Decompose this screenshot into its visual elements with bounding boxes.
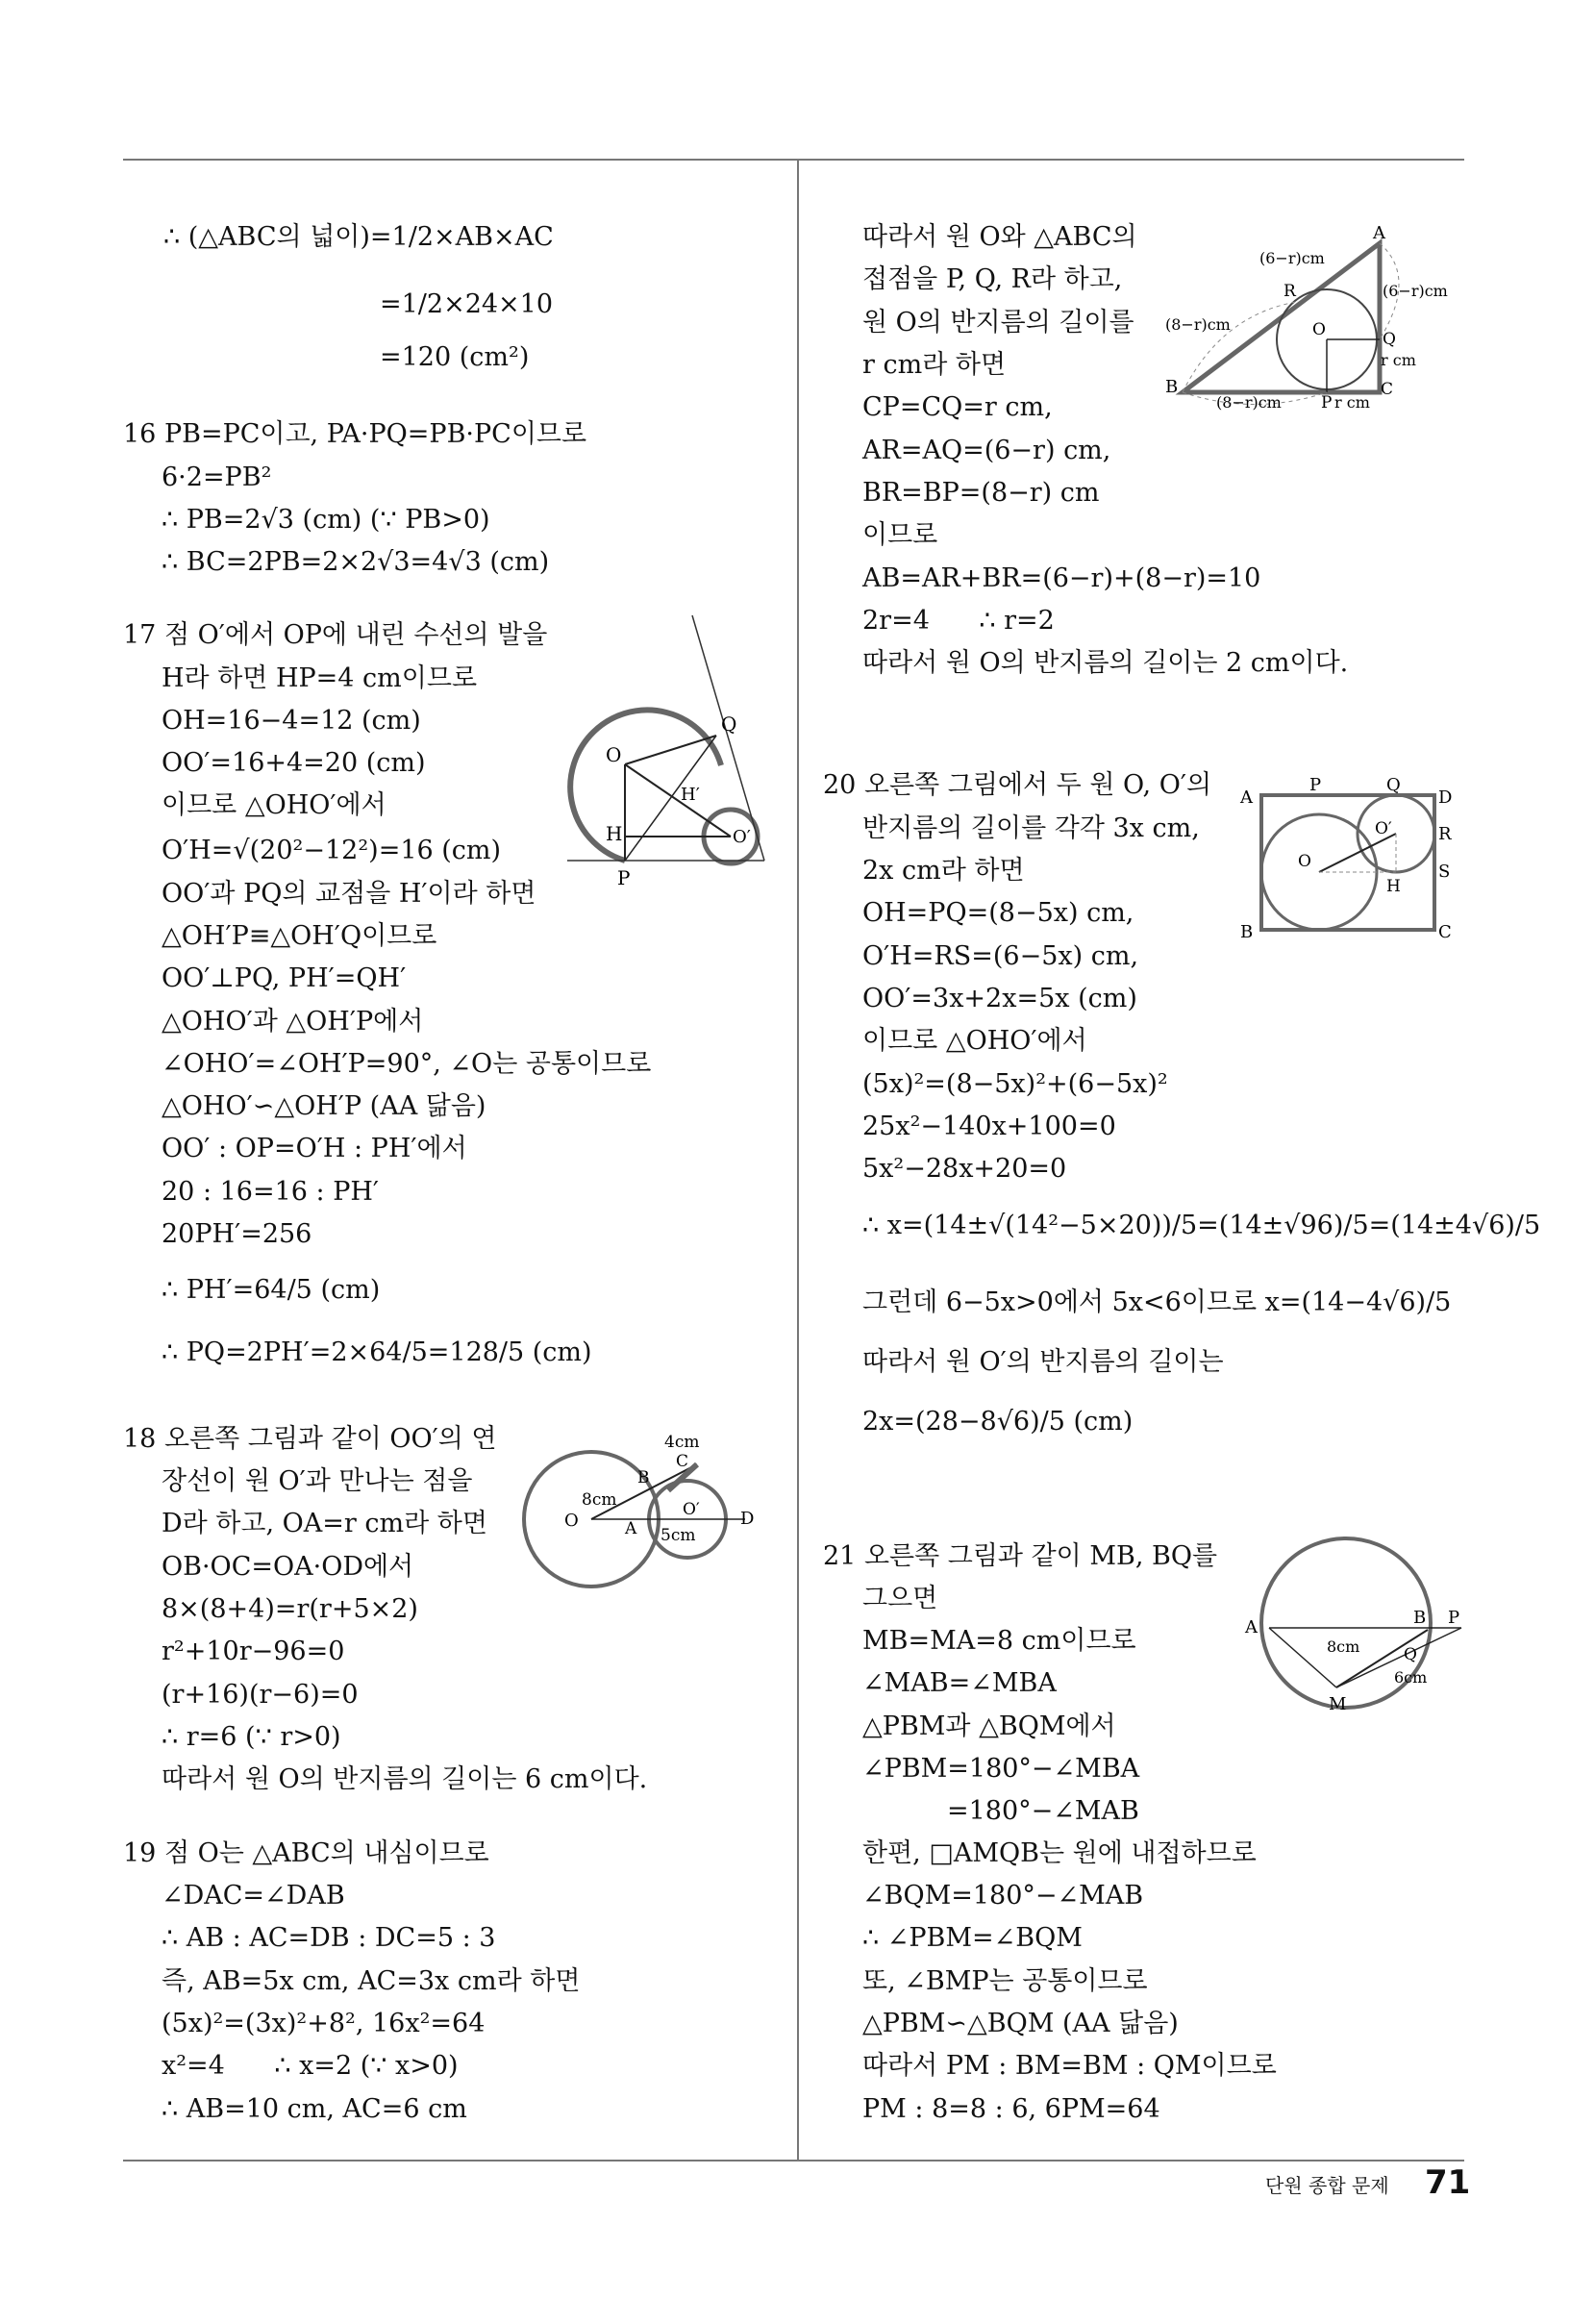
- label-c: C: [1381, 380, 1394, 399]
- solution-line: 한편, □AMQB는 원에 내접하므로: [862, 1838, 1257, 1868]
- solution-line: 25x²−140x+100=0: [862, 1112, 1116, 1141]
- label-r: R: [1438, 824, 1452, 844]
- solution-line: OH=16−4=12 (cm): [162, 706, 421, 736]
- label-p: P: [1309, 775, 1322, 795]
- solution-line: =180°−∠MAB: [947, 1796, 1139, 1826]
- solution-line: △PBM∽△BQM (AA 닮음): [862, 2009, 1179, 2038]
- problem-21-line: 21 오른쪽 그림과 같이 MB, BQ를: [823, 1541, 1218, 1571]
- label-m: M: [1329, 1694, 1347, 1714]
- solution-line: 따라서 원 O의 반지름의 길이는 2 cm이다.: [862, 648, 1349, 678]
- solution-line: 20PH′=256: [162, 1219, 312, 1249]
- solution-line: 즉, AB=5x cm, AC=3x cm라 하면: [162, 1966, 581, 1996]
- solution-line: ∴ ∠PBM=∠BQM: [862, 1923, 1083, 1953]
- solution-line: H라 하면 HP=4 cm이므로: [162, 663, 478, 693]
- solution-line: OO′=16+4=20 (cm): [162, 748, 426, 778]
- label-o-prime: O′: [733, 827, 751, 847]
- label-d: D: [1438, 787, 1453, 808]
- label-c: C: [676, 1452, 689, 1471]
- figure-19-diagram: [1163, 219, 1471, 412]
- solution-line: 20 : 16=16 : PH′: [162, 1177, 380, 1207]
- solution-line: 장선이 원 O′과 만나는 점을: [162, 1466, 473, 1496]
- label-5cm: 5cm: [660, 1526, 696, 1545]
- label-a: A: [625, 1519, 637, 1538]
- page-number: 71: [1425, 2163, 1471, 2202]
- column-divider: [797, 159, 799, 2161]
- label-s: S: [1438, 862, 1451, 882]
- solution-line: OO′⊥PQ, PH′=QH′: [162, 963, 407, 993]
- solution-line: 2r=4 ∴ r=2: [862, 606, 1055, 636]
- solution-line: ∴ (△ABC의 넓이)=1/2×AB×AC: [163, 222, 554, 252]
- solution-line: ∴ PH′=64/5 (cm): [162, 1275, 381, 1305]
- label-r-cm: r cm: [1381, 351, 1416, 369]
- top-rule: [123, 159, 1464, 161]
- solution-line: 따라서 원 O′의 반지름의 길이는: [862, 1347, 1224, 1377]
- solution-line: =1/2×24×10: [380, 289, 554, 319]
- solution-line: ∠PBM=180°−∠MBA: [862, 1754, 1140, 1784]
- label-b: B: [1240, 922, 1254, 942]
- label-o-prime: O′: [683, 1500, 700, 1519]
- label-o: O: [1312, 320, 1326, 339]
- label-r-cm-2: r cm: [1334, 393, 1370, 412]
- label-o-prime: O′: [1375, 819, 1392, 838]
- label-d: D: [740, 1509, 755, 1529]
- solution-line: 따라서 PM : BM=BM : QM이므로: [862, 2051, 1277, 2081]
- label-o: O: [564, 1511, 579, 1531]
- label-8-minus-r: (8−r)cm: [1165, 315, 1231, 334]
- label-h: H: [1386, 877, 1401, 896]
- solution-line: 그런데 6−5x>0에서 5x<6이므로 x=(14−4√6)/5: [862, 1287, 1452, 1317]
- solution-line: D라 하고, OA=r cm라 하면: [162, 1509, 487, 1538]
- solution-line: 반지름의 길이를 각각 3x cm,: [862, 813, 1200, 843]
- solution-line: 이므로: [862, 520, 938, 550]
- solution-line: x²=4 ∴ x=2 (∵ x>0): [162, 2051, 459, 2081]
- label-q: Q: [1404, 1645, 1417, 1664]
- problem-18-line: 18 오른쪽 그림과 같이 OO′의 연: [123, 1424, 497, 1454]
- solution-line: 6·2=PB²: [162, 462, 272, 492]
- label-6-minus-r-2: (6−r)cm: [1383, 282, 1448, 300]
- label-q: Q: [1383, 330, 1396, 349]
- solution-line: 원 O의 반지름의 길이를: [862, 308, 1134, 337]
- solution-line: ∴ AB : AC=DB : DC=5 : 3: [162, 1923, 496, 1953]
- label-4cm: 4cm: [664, 1433, 700, 1452]
- solution-line: 이므로 △OHO′에서: [162, 790, 386, 820]
- label-p: P: [617, 866, 631, 889]
- solution-line: 5x²−28x+20=0: [862, 1154, 1067, 1184]
- solution-line: BR=BP=(8−r) cm: [862, 478, 1100, 508]
- figure-18-diagram: [524, 1418, 769, 1582]
- solution-line: =120 (cm²): [380, 342, 530, 372]
- solution-line: OO′ : OP=O′H : PH′에서: [162, 1134, 467, 1163]
- solution-line: ∴ PB=2√3 (cm) (∵ PB>0): [162, 505, 490, 535]
- solution-line: OO′=3x+2x=5x (cm): [862, 984, 1137, 1013]
- solution-line: O′H=RS=(6−5x) cm,: [862, 941, 1139, 971]
- solution-line: ∴ r=6 (∵ r>0): [162, 1722, 341, 1752]
- label-q: Q: [721, 712, 737, 736]
- solution-line: (5x)²=(3x)²+8², 16x²=64: [162, 2009, 486, 2038]
- solution-line: ∴ PQ=2PH′=2×64/5=128/5 (cm): [162, 1337, 592, 1367]
- label-r: R: [1283, 282, 1296, 301]
- label-o: O: [1298, 852, 1311, 871]
- label-o: O: [606, 743, 622, 766]
- solution-line: 따라서 원 O와 △ABC의: [862, 222, 1137, 252]
- solution-line: (5x)²=(8−5x)²+(6−5x)²: [862, 1069, 1168, 1099]
- label-6cm: 6cm: [1394, 1668, 1428, 1687]
- solution-line: 따라서 원 O의 반지름의 길이는 6 cm이다.: [162, 1764, 648, 1794]
- label-8-minus-r-2: (8−r)cm: [1216, 393, 1282, 412]
- label-q: Q: [1386, 775, 1401, 795]
- solution-line: ∠BQM=180°−∠MAB: [862, 1881, 1144, 1911]
- solution-line: AB=AR+BR=(6−r)+(8−r)=10: [862, 563, 1261, 593]
- solution-line: ∴ x=(14±√(14²−5×20))/5=(14±√96)/5=(14±4√6)/5: [862, 1211, 1541, 1240]
- solution-line: ∠OHO′=∠OH′P=90°, ∠O는 공통이므로: [162, 1049, 652, 1079]
- label-8cm: 8cm: [582, 1490, 617, 1510]
- solution-line: 8×(8+4)=r(r+5×2): [162, 1594, 418, 1624]
- label-h-prime: H′: [681, 785, 700, 805]
- solution-line: OB·OC=OA·OD에서: [162, 1552, 414, 1582]
- solution-line: OO′과 PQ의 교점을 H′이라 하면: [162, 879, 536, 909]
- figure-17-diagram: [567, 615, 769, 889]
- label-h: H: [606, 822, 623, 845]
- solution-line: PM : 8=8 : 6, 6PM=64: [862, 2094, 1160, 2124]
- label-p: P: [1448, 1608, 1460, 1628]
- solution-line: OH=PQ=(8−5x) cm,: [862, 898, 1134, 928]
- solution-line: MB=MA=8 cm이므로: [862, 1626, 1136, 1656]
- solution-line: O′H=√(20²−12²)=16 (cm): [162, 836, 502, 865]
- solution-line: AR=AQ=(6−r) cm,: [862, 436, 1111, 465]
- solution-line: r cm라 하면: [862, 350, 1007, 380]
- solution-line: △OH′P≡△OH′Q이므로: [162, 921, 437, 951]
- solution-line: 이므로 △OHO′에서: [862, 1026, 1087, 1056]
- solution-line: ∠MAB=∠MBA: [862, 1668, 1057, 1698]
- label-a: A: [1373, 223, 1385, 243]
- label-a: A: [1240, 787, 1253, 808]
- solution-line: 또, ∠BMP는 공통이므로: [862, 1966, 1148, 1996]
- bottom-rule: [123, 2160, 1464, 2162]
- solution-line: 접점을 P, Q, R라 하고,: [862, 264, 1123, 294]
- solution-line: CP=CQ=r cm,: [862, 392, 1053, 422]
- label-8cm: 8cm: [1327, 1637, 1360, 1656]
- label-c: C: [1438, 922, 1452, 942]
- problem-19-line: 19 점 O는 △ABC의 내심이므로: [123, 1838, 489, 1868]
- solution-line: r²+10r−96=0: [162, 1637, 345, 1666]
- figure-20-diagram: [1240, 774, 1471, 942]
- solution-line: ∠DAC=∠DAB: [162, 1881, 345, 1911]
- label-b: B: [637, 1468, 650, 1487]
- solution-line: ∴ BC=2PB=2×2√3=4√3 (cm): [162, 547, 550, 577]
- label-b: B: [1413, 1608, 1427, 1628]
- solution-line: 2x=(28−8√6)/5 (cm): [862, 1407, 1134, 1437]
- solution-line: 그으면: [862, 1584, 938, 1613]
- problem-16-line: 16 PB=PC이고, PA·PQ=PB·PC이므로: [123, 419, 587, 449]
- solution-line: ∴ AB=10 cm, AC=6 cm: [162, 2094, 467, 2124]
- problem-17-line: 17 점 O′에서 OP에 내린 수선의 발을: [123, 620, 548, 650]
- section-label: 단원 종합 문제: [1265, 2174, 1389, 2197]
- label-a: A: [1245, 1617, 1258, 1637]
- figure-21-diagram: [1240, 1537, 1471, 1729]
- solution-line: △OHO′과 △OH′P에서: [162, 1007, 424, 1037]
- solution-line: △OHO′∽△OH′P (AA 닮음): [162, 1091, 486, 1121]
- problem-20-line: 20 오른쪽 그림에서 두 원 O, O′의: [823, 770, 1212, 800]
- solution-line: 2x cm라 하면: [862, 856, 1025, 886]
- solution-line: △PBM과 △BQM에서: [862, 1712, 1116, 1741]
- label-p: P: [1321, 393, 1333, 412]
- label-6-minus-r: (6−r)cm: [1259, 249, 1325, 267]
- label-b: B: [1165, 377, 1179, 397]
- solution-line: (r+16)(r−6)=0: [162, 1680, 359, 1710]
